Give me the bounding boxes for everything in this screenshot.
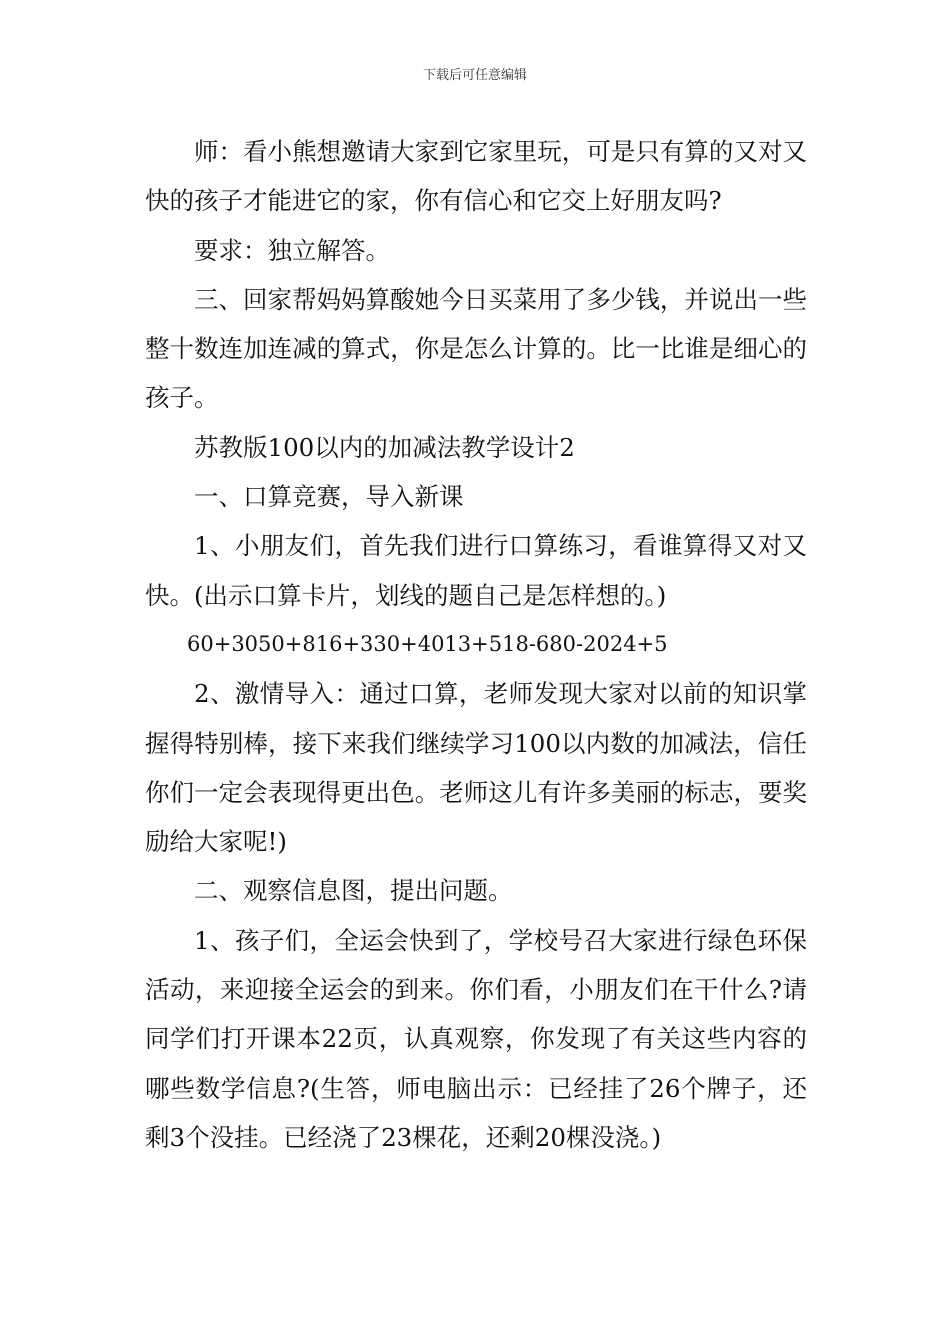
paragraph-requirement: 要求：独立解答。 [194, 235, 390, 265]
heading-observe-info: 二、观察信息图，提出问题。 [194, 876, 513, 906]
paragraph-mental-math-practice: 1、小朋友们，首先我们进行口算练习，看谁算得又对又快。(出示口算卡片，划线的题自己是怎样想的。) [145, 531, 807, 610]
section-title: 苏教版100以内的加减法教学设计2 [194, 432, 575, 462]
document-body [145, 127, 807, 1162]
paragraph-homework: 三、回家帮妈妈算酸她今日买菜用了多少钱，并说出一些整十数连加连减的算式，你是怎么计算的。比一比谁是细心的孩子。 [145, 284, 807, 413]
paragraph-introduction: 2、激情导入：通过口算，老师发现大家对以前的知识掌握得特别棒，接下来我们继续学习100以内数的加减法，信任你们一定会表现得更出色。老师这儿有许多美丽的标志，要奖励给大家呢!) [145, 679, 807, 857]
paragraph-observe-details: 1、孩子们，全运会快到了，学校号召大家进行绿色环保活动，来迎接全运会的到来。你们看，小朋友们在干什么?请同学们打开课本22页，认真观察，你发现了有关这些内容的哪些数学信息?(生答，师电脑出示：已经挂了26个牌子，还剩3个没挂。已经浇了23棵花，还剩20棵没浇。) [145, 925, 807, 1152]
paragraph-teacher-invite: 师：看小熊想邀请大家到它家里玩，可是只有算的又对又快的孩子才能进它的家，你有信心和它交上好朋友吗? [145, 137, 807, 216]
paragraph-formula: 60+3050+816+330+4013+518-680-2024+5 [187, 631, 668, 656]
heading-mental-math: 一、口算竞赛，导入新课 [194, 482, 464, 512]
page-header: 下载后可任意编辑 [422, 68, 527, 83]
